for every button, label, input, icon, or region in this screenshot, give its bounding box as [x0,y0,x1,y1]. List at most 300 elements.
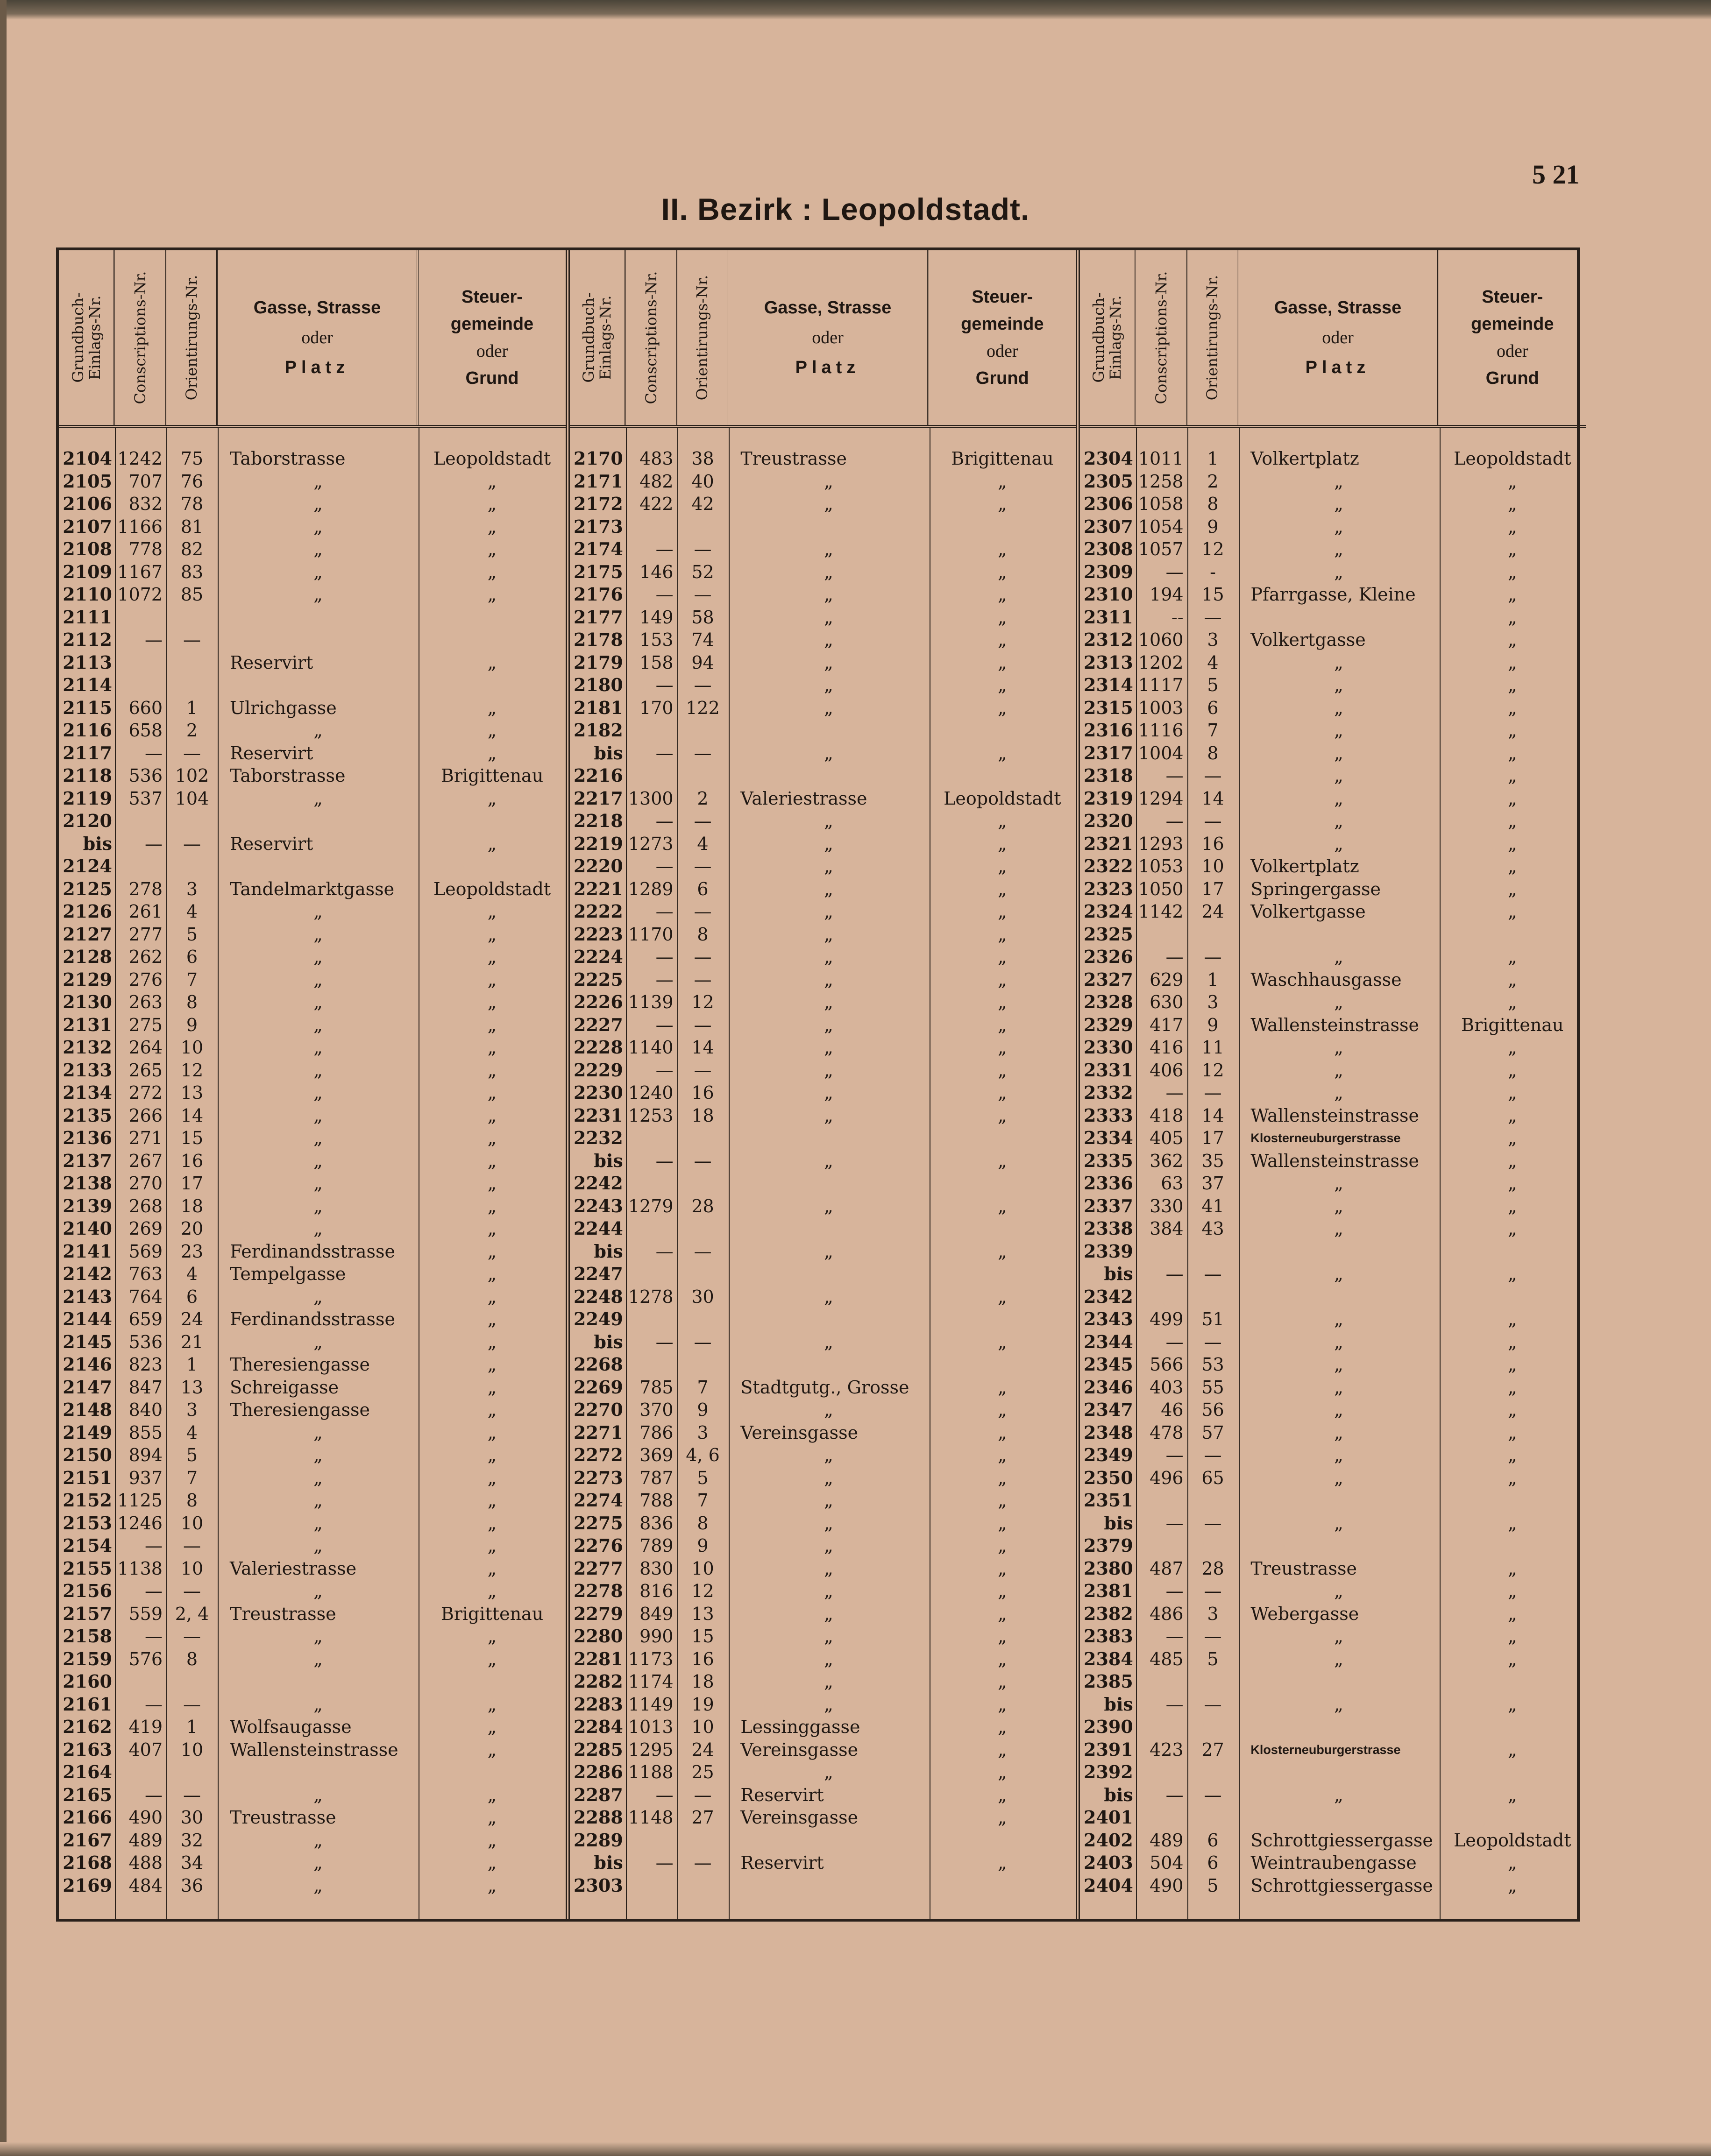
steuergemeinde-cell: „ [1507,765,1517,786]
steuergemeinde-cell [929,719,1076,742]
steuergemeinde-cell: „ [487,1875,497,1896]
conscriptions-nr: 840 [128,1400,163,1420]
steuergemeinde-cell [929,1829,1076,1852]
grundbuch-nr: 2142 [63,1263,112,1284]
grundbuch-nr: 2140 [63,1218,112,1239]
grundbuch-nr: 2119 [63,787,112,809]
gasse-cell: „ [824,1490,833,1511]
table-row [59,1399,566,1421]
table-row [59,878,566,901]
orientirungs-nr: 12 [691,992,714,1012]
table-row [59,1852,566,1874]
grundbuch-nr: 2109 [63,561,112,582]
gasse-cell: „ [1334,1626,1343,1647]
steuergemeinde-cell: „ [997,1422,1007,1443]
grundbuch-nr: 2330 [1084,1037,1133,1058]
steuergemeinde-cell [929,1353,1076,1376]
conscriptions-nr: 499 [1150,1309,1184,1329]
gasse-cell: „ [313,1150,323,1171]
grundbuch-nr: 2137 [63,1150,112,1171]
grundbuch-nr: 2274 [574,1490,623,1511]
table-row [570,1467,1076,1490]
grundbuch-nr: 2327 [1084,968,1133,990]
conscriptions-nr: 763 [128,1264,163,1284]
orientirungs-nr: — [1204,1694,1222,1715]
grundbuch-nr: 2275 [574,1512,623,1534]
steuergemeinde-cell: „ [487,1400,497,1420]
grundbuch-nr: 2307 [1084,516,1133,537]
steuergemeinde-cell: „ [1507,1060,1517,1081]
table-row [570,538,1076,561]
table-row [570,946,1076,968]
grundbuch-nr: 2166 [63,1807,112,1828]
grundbuch-nr: 2271 [574,1421,623,1443]
steuergemeinde-cell: „ [997,1513,1007,1534]
steuergemeinde-cell: „ [487,788,497,809]
gasse-cell: Treustrasse [230,1603,336,1624]
orientirungs-nr [166,606,218,629]
orientirungs-nr: 17 [180,1173,204,1194]
steuergemeinde-cell: „ [997,1400,1007,1420]
orientirungs-nr [677,1263,729,1286]
conscriptions-nr: 406 [1150,1060,1184,1081]
grundbuch-nr: 2220 [574,855,623,877]
gasse-cell: „ [1334,1513,1343,1534]
grundbuch-nr: 2106 [63,493,112,514]
steuergemeinde-cell: „ [487,584,497,605]
gasse-cell: Reservirt [230,833,313,854]
steuergemeinde-cell: „ [997,742,1007,763]
steuergemeinde-cell: „ [1507,607,1517,628]
conscriptions-nr: 1240 [628,1082,674,1103]
conscriptions-nr: 276 [128,969,163,990]
orientirungs-nr: 34 [180,1852,204,1873]
steuergemeinde-cell [1439,1670,1586,1693]
orientirungs-nr: 19 [691,1694,714,1715]
table-row [570,991,1076,1014]
conscriptions-nr [1136,1240,1187,1263]
conscriptions-nr: 262 [128,947,163,967]
grundbuch-nr: 2317 [1084,742,1133,763]
conscriptions-nr: 1058 [1138,494,1184,514]
grundbuch-nr: 2218 [574,810,623,831]
gasse-cell: „ [824,1195,833,1216]
orientirungs-nr: 5 [1207,675,1219,695]
table-row [570,1580,1076,1603]
conscriptions-nr: — [145,742,163,763]
table-row [570,1217,1076,1240]
conscriptions-nr: — [145,1535,163,1556]
gasse-cell: „ [1334,1264,1343,1284]
steuergemeinde-cell: „ [487,1445,497,1465]
table-row [1080,833,1586,855]
steuergemeinde-cell: „ [1507,675,1517,695]
grundbuch-nr: 2221 [574,878,623,899]
orientirungs-nr: — [183,629,201,650]
grundbuch-nr: 2392 [1084,1761,1133,1782]
conscriptions-nr: 1050 [1138,878,1184,899]
table-row [1080,1670,1586,1693]
table-row [59,1874,566,1897]
gasse-cell: „ [824,1603,833,1624]
table-row [1080,855,1586,878]
conscriptions-nr: 816 [639,1581,674,1601]
steuergemeinde-cell: „ [1507,471,1517,492]
orientirungs-nr: 28 [691,1195,714,1216]
grundbuch-nr: 2326 [1084,946,1133,967]
grundbuch-nr: 2313 [1084,651,1133,673]
grundbuch-nr: 2178 [574,629,623,650]
grundbuch-nr: 2339 [1084,1240,1133,1262]
table-row [59,1353,566,1376]
steuergemeinde-cell: Leopoldstadt [1454,1830,1571,1851]
table-row [1080,1399,1586,1421]
steuergemeinde-cell: „ [1507,1218,1517,1239]
table-row [570,1512,1076,1535]
gasse-cell: „ [824,1014,833,1035]
table-row [59,1082,566,1104]
grundbuch-nr: 2285 [574,1739,623,1760]
table-row [59,1534,566,1557]
gasse-cell: Theresiengasse [230,1400,370,1420]
grundbuch-nr: 2349 [1084,1444,1133,1465]
table-row [1080,1489,1586,1512]
grundbuch-nr: 2148 [63,1399,112,1420]
conscriptions-nr [626,719,677,742]
table-row [570,900,1076,923]
steuergemeinde-cell: „ [1507,1082,1517,1103]
conscriptions-nr: 263 [128,992,163,1012]
steuergemeinde-cell [929,516,1076,538]
table-row [59,1670,566,1693]
table-row [1080,538,1586,561]
gasse-cell: „ [313,1128,323,1148]
steuergemeinde-cell: „ [997,1331,1007,1352]
orientirungs-nr: 81 [180,516,204,537]
gasse-cell: „ [824,901,833,922]
conscriptions-nr: 1057 [1138,539,1184,559]
steuergemeinde-cell [1439,1716,1586,1739]
grundbuch-nr: 2242 [574,1173,623,1194]
grundbuch-nr: 2157 [63,1603,112,1624]
orientirungs-nr [677,1127,729,1150]
orientirungs-nr: — [694,811,712,831]
table-row [59,583,566,606]
grundbuch-nr: 2174 [574,538,623,559]
table-row [570,1852,1076,1874]
steuergemeinde-cell [929,1172,1076,1195]
orientirungs-nr: — [694,742,712,763]
header-conscriptions: Conscriptions-Nr. [1136,250,1187,425]
orientirungs-nr: — [183,1535,201,1556]
table-row [59,1444,566,1467]
gasse-cell: „ [313,539,323,559]
conscriptions-nr: 275 [128,1014,163,1035]
steuergemeinde-cell: „ [1507,1445,1517,1465]
table-row [59,470,566,493]
grundbuch-nr: 2223 [574,923,623,945]
table-row [570,651,1076,674]
gasse-cell: „ [1334,1445,1343,1465]
grundbuch-nr: 2124 [63,855,112,877]
gasse-cell: Valeriestrasse [230,1558,357,1579]
conscriptions-nr: 832 [128,494,163,514]
conscriptions-nr: — [655,1331,674,1352]
grundbuch-nr: 2280 [574,1626,623,1647]
orientirungs-nr: 12 [691,1581,714,1601]
steuergemeinde-cell: „ [1507,992,1517,1012]
orientirungs-nr: 8 [697,924,709,945]
grundbuch-nr: bis [594,742,623,763]
gasse-cell: „ [313,1060,323,1081]
conscriptions-nr: 788 [639,1490,674,1511]
gasse-cell [1238,1286,1439,1308]
page-left-edge [0,0,7,2156]
table-row [1080,1467,1586,1490]
grundbuch-nr: 2144 [63,1308,112,1329]
table-row [1080,968,1586,991]
header-steuergemeinde: Steuer- gemeinde oder Grund [961,287,1044,388]
table-body [570,428,1076,1919]
orientirungs-nr: 10 [691,1558,714,1579]
table-row [1080,1829,1586,1852]
gasse-cell: „ [1334,1784,1343,1805]
conscriptions-nr: — [655,1060,674,1081]
steuergemeinde-cell [419,674,566,697]
grundbuch-nr: 2243 [574,1195,623,1216]
grundbuch-nr: 2134 [63,1082,112,1103]
steuergemeinde-cell: „ [997,1241,1007,1262]
orientirungs-nr: 12 [1201,539,1224,559]
table-row [1080,697,1586,720]
gasse-cell: „ [824,584,833,605]
steuergemeinde-cell: „ [487,742,497,763]
conscriptions-nr: 1273 [628,833,674,854]
orientirungs-nr: — [1204,765,1222,786]
table-row [570,1557,1076,1580]
steuergemeinde-cell [1439,923,1586,946]
steuergemeinde-cell: „ [487,992,497,1012]
conscriptions-nr: — [1165,811,1184,831]
grundbuch-nr: 2334 [1084,1127,1133,1148]
steuergemeinde-cell: „ [1507,1513,1517,1534]
orientirungs-nr: 7 [697,1490,709,1511]
conscriptions-nr: 847 [128,1377,163,1398]
grundbuch-nr: 2182 [574,720,623,741]
gasse-cell: „ [1334,811,1343,831]
steuergemeinde-cell: „ [487,1331,497,1352]
steuergemeinde-cell: „ [997,1535,1007,1556]
table-block-2 [566,250,1076,1919]
orientirungs-nr: - [1210,561,1216,582]
conscriptions-nr [626,1263,677,1286]
orientirungs-nr [677,719,729,742]
conscriptions-nr: 629 [1150,969,1184,990]
orientirungs-nr: 6 [186,947,198,967]
steuergemeinde-cell: Brigittenau [951,448,1054,469]
steuergemeinde-cell: „ [997,1694,1007,1715]
gasse-cell [218,674,419,697]
gasse-cell: „ [313,1014,323,1035]
page-number: 5 21 [1532,159,1580,190]
table-row [570,697,1076,720]
conscriptions-nr: — [145,629,163,650]
steuergemeinde-cell [419,855,566,878]
steuergemeinde-cell: „ [997,1671,1007,1692]
table-row [570,470,1076,493]
conscriptions-nr: — [1165,1694,1184,1715]
orientirungs-nr: 7 [186,1467,198,1488]
orientirungs-nr: — [1204,1082,1222,1103]
table-row [1080,1512,1586,1535]
steuergemeinde-cell: „ [487,697,497,718]
table-row [1080,1648,1586,1671]
orientirungs-nr: 52 [691,561,714,582]
grundbuch-nr: 2227 [574,1014,623,1035]
conscriptions-nr [115,1761,166,1784]
conscriptions-nr: 1060 [1138,629,1184,650]
steuergemeinde-cell: „ [487,539,497,559]
conscriptions-nr [115,606,166,629]
gasse-cell: „ [1334,720,1343,741]
grundbuch-nr: 2127 [63,923,112,945]
grundbuch-nr: 2116 [63,720,112,741]
gasse-cell: „ [824,969,833,990]
table-row [1080,1376,1586,1399]
table-row [59,538,566,561]
grundbuch-nr: 2216 [574,765,623,786]
table-row [570,1014,1076,1037]
steuergemeinde-cell: „ [1507,1173,1517,1194]
steuergemeinde-cell: „ [997,539,1007,559]
orientirungs-nr: 18 [180,1195,204,1216]
header-gasse: Gasse, Strasse oder Platz [728,250,929,425]
conscriptions-nr: 405 [1150,1128,1184,1148]
gasse-cell [1238,1670,1439,1693]
grundbuch-nr: bis [594,1331,623,1352]
grundbuch-nr: 2277 [574,1557,623,1579]
table-row [1080,810,1586,833]
gasse-cell: Tandelmarktgasse [230,878,395,899]
grundbuch-nr: 2155 [63,1557,112,1579]
orientirungs-nr: 57 [1201,1422,1224,1443]
table-row [1080,991,1586,1014]
grundbuch-nr: 2232 [574,1127,623,1148]
gasse-cell: „ [1334,1331,1343,1352]
conscriptions-nr [115,674,166,697]
conscriptions-nr: 423 [1150,1739,1184,1760]
gasse-cell: Weintraubengasse [1250,1852,1417,1873]
gasse-cell: „ [1334,1422,1343,1443]
grundbuch-nr: 2303 [574,1874,623,1896]
table-row [1080,516,1586,538]
table-row [59,1376,566,1399]
conscriptions-nr: — [655,1852,674,1873]
conscriptions-nr: — [1165,1264,1184,1284]
table-body [1080,428,1586,1919]
steuergemeinde-cell: „ [997,1648,1007,1669]
conscriptions-nr: 1246 [117,1513,163,1534]
table-row [59,1739,566,1761]
orientirungs-nr: 17 [1201,1128,1224,1148]
table-row [59,900,566,923]
gasse-cell: Valeriestrasse [740,788,867,809]
gasse-cell: „ [824,1535,833,1556]
gasse-cell: Reservirt [230,742,313,763]
table-row [1080,1693,1586,1716]
gasse-cell: „ [1334,1581,1343,1601]
orientirungs-nr: — [1204,811,1222,831]
orientirungs-nr: 14 [1201,788,1224,809]
grundbuch-nr: bis [1104,1263,1133,1284]
gasse-cell: Treustrasse [1250,1558,1357,1579]
grundbuch-nr: 2161 [63,1693,112,1715]
steuergemeinde-cell: „ [997,924,1007,945]
conscriptions-nr [626,516,677,538]
orientirungs-nr: 10 [1201,856,1224,877]
conscriptions-nr [1136,1806,1187,1829]
conscriptions-nr [626,1874,677,1897]
grundbuch-nr: 2329 [1084,1014,1133,1035]
orientirungs-nr [166,1670,218,1693]
orientirungs-nr: — [694,969,712,990]
table-row [59,606,566,629]
table-row [1080,1104,1586,1127]
gasse-cell: „ [313,1422,323,1443]
orientirungs-nr: 5 [697,1467,709,1488]
steuergemeinde-cell [929,1127,1076,1150]
grundbuch-nr: 2350 [1084,1467,1133,1488]
gasse-cell: „ [824,607,833,628]
steuergemeinde-cell: „ [997,584,1007,605]
orientirungs-nr: 7 [1207,720,1219,741]
steuergemeinde-cell: „ [487,1422,497,1443]
steuergemeinde-cell: „ [487,924,497,945]
grundbuch-nr: 2344 [1084,1331,1133,1352]
orientirungs-nr [677,1308,729,1331]
steuergemeinde-cell: „ [997,652,1007,673]
orientirungs-nr: 11 [1201,1037,1224,1058]
gasse-cell: „ [313,1173,323,1194]
steuergemeinde-cell: Leopoldstadt [433,878,551,899]
table-row [570,1534,1076,1557]
grundbuch-nr: 2323 [1084,878,1133,899]
table-row [570,1693,1076,1716]
steuergemeinde-cell: „ [487,1173,497,1194]
steuergemeinde-cell: „ [997,1445,1007,1465]
orientirungs-nr: 7 [697,1377,709,1398]
table-row [1080,1353,1586,1376]
steuergemeinde-cell: „ [1507,856,1517,877]
orientirungs-nr [166,651,218,674]
orientirungs-nr: 23 [180,1241,204,1262]
conscriptions-nr [626,1127,677,1150]
gasse-cell: „ [824,1037,833,1058]
conscriptions-nr [1136,1716,1187,1739]
orientirungs-nr: 9 [697,1400,709,1420]
gasse-cell: „ [824,697,833,718]
steuergemeinde-cell: „ [487,833,497,854]
table-header [570,250,1076,428]
gasse-cell: „ [824,1082,833,1103]
gasse-cell: Wolfsaugasse [230,1717,352,1737]
steuergemeinde-cell: „ [997,1286,1007,1307]
orientirungs-nr: 32 [180,1830,204,1851]
steuergemeinde-cell: „ [487,969,497,990]
table-row [59,1603,566,1626]
conscriptions-nr [1136,1761,1187,1784]
conscriptions-nr: 536 [128,1331,163,1352]
